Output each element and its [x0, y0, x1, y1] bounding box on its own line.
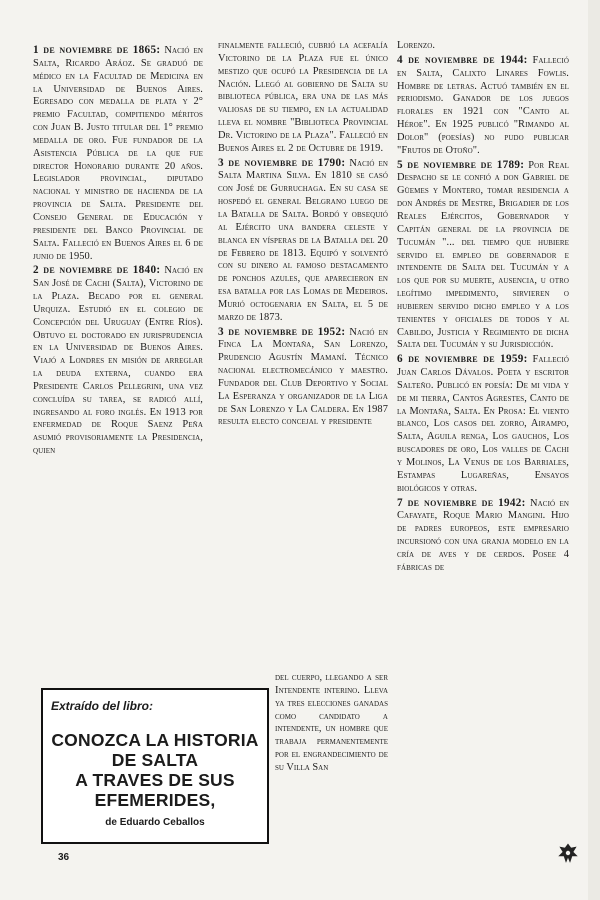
entry-continuation [397, 40, 569, 53]
entry-text: Falleció en Salta, Calixto Linares Fowlis. Hombre de letras. Actuó también en el periodismo. Ganador de los juegos florales en 1921 con "Canto al Héroe". En 1925 publicó "Rimando al Dolor" (poesías) no pudo publicar "Frutos de Otoño". [397, 54, 569, 156]
book-excerpt-box [41, 688, 269, 844]
entry-text: finalmente falleció, cubrió la acefalía Victorino de la Plaza fue el único mestizo que ocupó la Presidencia de la Nación. Llegó al gobierno de Salta su biblioteca pública, era una de las más valiosas de su tiempo, en la actualidad lleva el nombre "Biblioteca Provincial Dr. Victorino de la Plaza". Falleció en Buenos Aires el 2 de Octubre de 1919. [218, 40, 388, 154]
entry-date: 5 de noviembre de 1789: [397, 158, 525, 171]
book-title-line: A TRAVES DE SUS [75, 770, 235, 790]
entry-3-nov-1790 [218, 157, 388, 325]
entry-text: Lorenzo. [397, 40, 436, 51]
entry-text: Nació en Cafayate, Roque Mario Mangini. Hijo de padres europeos, este empresario incursionó con una granja modelo en la cría de aves y de cerdos. Posee 4 fábricas de [397, 497, 570, 573]
entry-text: Nació en San José de Cachi (Salta), Victorino de la Plaza. Becado por el general Urquiza. Estudió en el colegio de Concepción del Uruguay (Entre Ríos). Obtuvo el doctorado en jurisprudencia en la Universidad de Buenos Aires. Viajó a Londres en misión de arreglar la deuda externa, cuando era Presidente Carlos Pellegrini, una vez concluída su tarea, se radicó allí, ingresando al foro inglés. En 1913 por enfermedad de Roque Saenz Peña asumió provisoriamente la Presidencia, quien [33, 265, 203, 457]
column-3 [397, 40, 569, 576]
column-2-tail-text: del cuerpo, llegando a ser Intendente interino. Lleva ya tres elecciones ganadas como candidato a intendente, un hombre que trabaja permanentemente por el engrandecimiento de su Villa San [275, 672, 388, 773]
entry-date: 3 de noviembre de 1952: [218, 325, 346, 338]
entry-7-nov-1942 [397, 497, 569, 575]
entry-text: Nació en Finca La Montaña, San Lorenzo, Prudencio Agustín Mamaní. Técnico nacional electromecánico y maestro. Fundador del Club Deportivo y Social La Esperanza y organizador de la Liga de San Lorenzo y La Caldera. En 1987 resulta electo concejal y presidente [218, 326, 388, 428]
entry-date: 4 de noviembre de 1944: [397, 53, 528, 66]
box-label: Extraído del libro: [51, 699, 154, 713]
page-edge-shadow [588, 0, 600, 900]
column-1 [33, 44, 203, 459]
book-title-line: DE SALTA [111, 750, 199, 770]
book-author: de Eduardo Ceballos [105, 817, 205, 828]
entry-text: Nació en Salta Martina Silva. En 1810 se casó con José de Gurruchaga. En su casa se hospedó el general Belgrano luego de la Batalla de Salta. Bordó y obsequió al Ejército una bandera celeste y blanca en vísperas de la Batalla del 20 de Febrero de 1813. Equipó y solventó con su dinero al famoso destacamento de ponchos azules, que aparecieron en esa batalla por las Lomas de Medeiros. Murió octogenaria en Salta, el 5 de marzo de 1873. [218, 157, 388, 323]
entry-date: 2 de noviembre de 1840: [33, 264, 161, 277]
entry-3-nov-1952 [218, 326, 388, 430]
entry-1-nov-1865 [33, 44, 203, 263]
entry-4-nov-1944 [397, 54, 569, 158]
entry-date: 1 de noviembre de 1865: [33, 44, 161, 56]
book-title-line: CONOZCA LA HISTORIA [51, 730, 259, 750]
book-title-line: EFEMERIDES, [94, 790, 216, 810]
entry-5-nov-1789 [397, 159, 569, 353]
entry-6-nov-1959 [397, 353, 569, 495]
entry-date: 7 de noviembre de 1942: [397, 496, 526, 509]
entry-text: Falleció Juan Carlos Dávalos. Poeta y escritor Salteño. Publicó en poesía: De mi vida y de mi tierra, Cantos Agrestes, Canto de la Montaña, Salta. En Prosa: El viento blanco, Los casos del zorro, Airampo, Salta, Aguila renga, Los gauchos, Los buscadores de oro, Los valles de Cachi y Molinos, La Venus de los Barriales, Estampas Lugareñas, Ensayos biológicos y otras. [397, 354, 569, 494]
column-2 [218, 40, 388, 430]
ornament-emblem-icon [557, 843, 579, 863]
entry-text: Nació en Salta, Ricardo Aráoz. Se graduó de médico en la Facultad de Medicina en la Universidad de Buenos Aires. Egresado con medalla de plata y 2° premio Facultad, compitiendo méritos con Juan B. Justo titular del 1° premio medalla de oro. Fue fundador de la Asistencia Pública de la que fue director Honorario durante 20 años. Legislador provincial, diputado nacional y ministro de hacienda de la provincia de Salta. Presidente del Consejo General de Educación y presidente del Banco Provincial de Salta. Falleció en Buenos Aires el 6 de junio de 1950. [33, 45, 203, 262]
entry-continuation [218, 40, 388, 156]
entry-2-nov-1840 [33, 264, 203, 458]
entry-date: 3 de noviembre de 1790: [218, 156, 346, 169]
page-number: 36 [58, 852, 70, 863]
entry-date: 6 de noviembre de 1959: [397, 353, 528, 366]
entry-text: Por Real Despacho se le confió a don Gabriel de Güemes y Montero, tomar residencia a don Andrés de Mestre, Brigadier de los Reales Ejércitos, Gobernador y Capitán general de la provincia de Tucumán "... del tiempo que hubiere servido el empleo de gobernador e intendente de Salta del Tucumán y a los que por su muerte, ausencia, u otro legítimo impedimento, sirvieren o hubieren servido dicho empleo y a los tenientes y oficiales de todos y al Cabildo, Justicia y Regimiento de dicha Salta del Tucumán y su Jurisdicción. [397, 159, 569, 351]
book-title [43, 730, 267, 810]
